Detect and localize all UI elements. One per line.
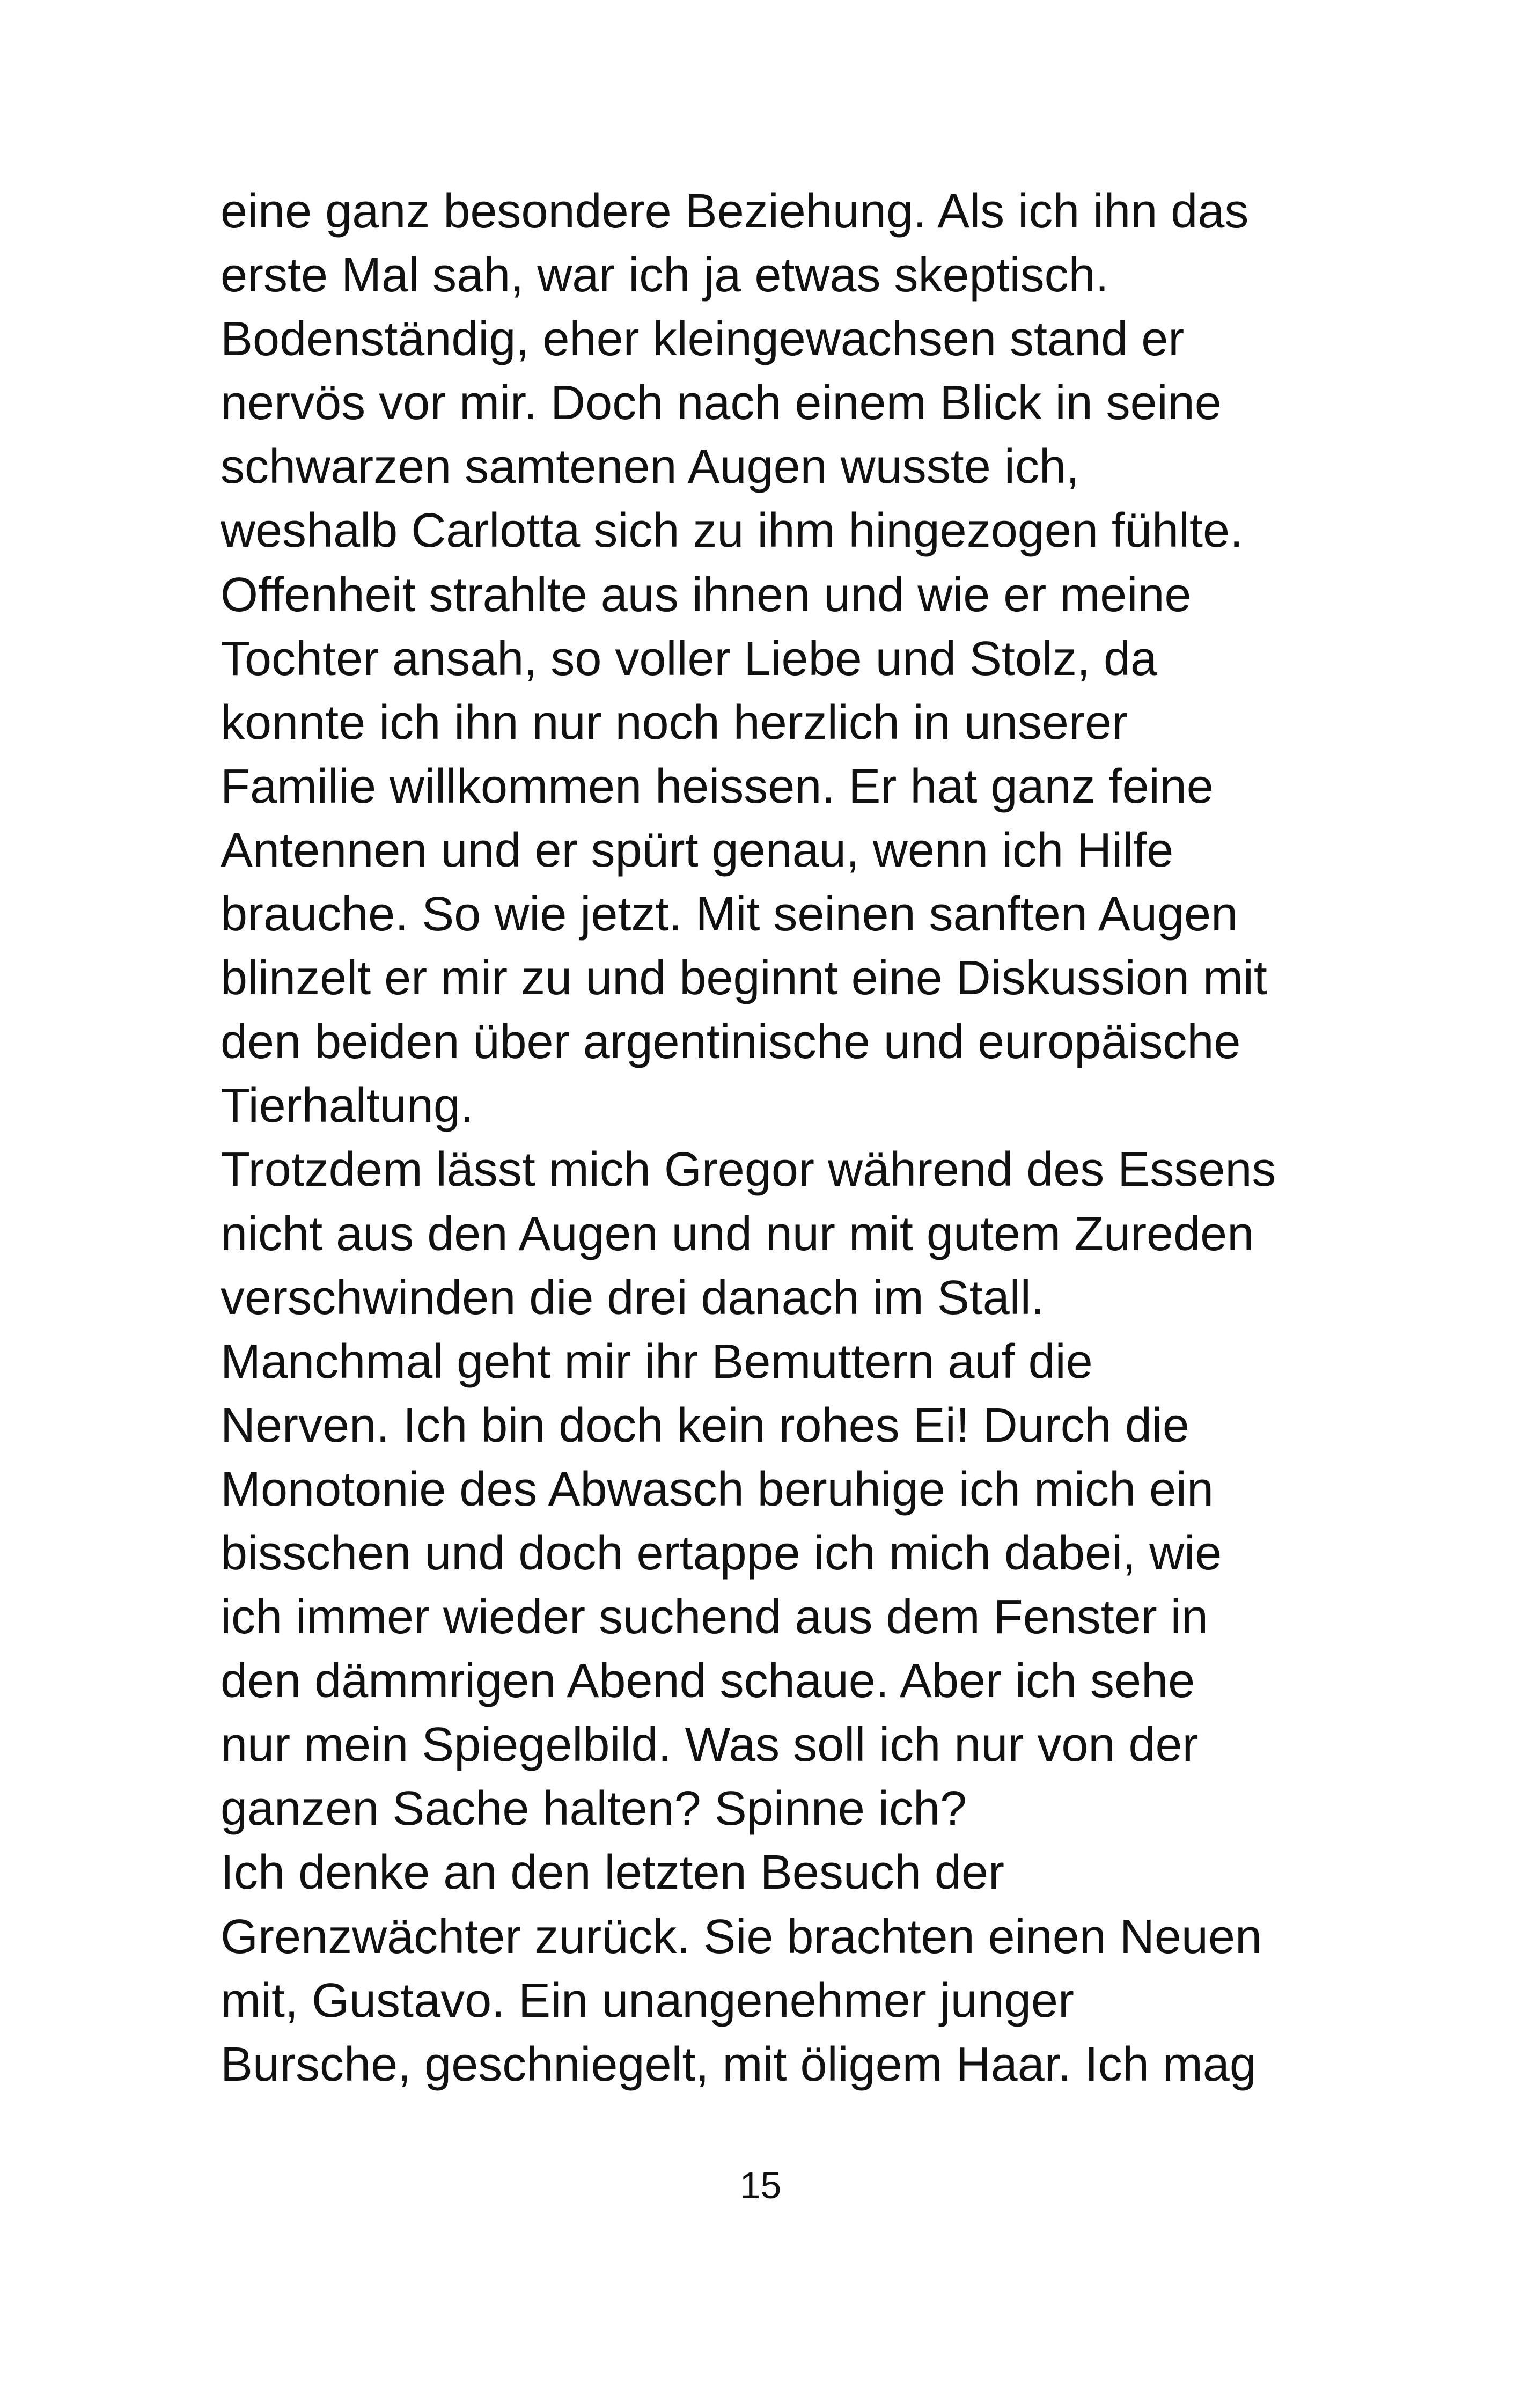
text-line: Tochter ansah, so voller Liebe und Stolz, da — [221, 632, 1158, 686]
text-line: Manchmal geht mir ihr Bemuttern auf die — [221, 1334, 1093, 1389]
text-line: eine ganz besondere Beziehung. Als ich ihn das — [221, 185, 1249, 238]
text-line: Antennen und er spürt genau, wenn ich Hilfe — [221, 823, 1174, 877]
text-line: den beiden über argentinische und europäische — [221, 1015, 1241, 1069]
text-line: Bodenständig, eher kleingewachsen stand er — [221, 312, 1185, 366]
text-line: verschwinden die drei danach im Stall. — [221, 1271, 1045, 1325]
text-line: brauche. So wie jetzt. Mit seinen sanften Augen — [221, 887, 1238, 942]
text-line: konnte ich ihn nur noch herzlich in unserer — [221, 695, 1128, 750]
text-line: ich immer wieder suchend aus dem Fenster in — [221, 1590, 1208, 1645]
text-line: nicht aus den Augen und nur mit gutem Zureden — [221, 1207, 1254, 1261]
text-line: Trotzdem lässt mich Gregor während des Essens — [221, 1143, 1276, 1197]
page-number: 15 — [739, 2164, 782, 2206]
text-line: Ich denke an den letzten Besuch der — [221, 1846, 1005, 1900]
text-line: Bursche, geschniegelt, mit öligem Haar. Ich mag — [221, 2037, 1257, 2091]
text-line: mit, Gustavo. Ein unangenehmer junger — [221, 1973, 1074, 2028]
text-line: Grenzwächter zurück. Sie brachten einen Neuen — [221, 1910, 1262, 1964]
text-line: Familie willkommen heissen. Er hat ganz feine — [221, 759, 1214, 813]
text-line: bisschen und doch ertappe ich mich dabei, wie — [221, 1526, 1222, 1580]
text-line: Nerven. Ich bin doch kein rohes Ei! Durch die — [221, 1398, 1189, 1452]
text-line: Monotonie des Abwasch beruhige ich mich ein — [221, 1462, 1214, 1516]
text-line: blinzelt er mir zu und beginnt eine Diskussion mit — [221, 951, 1267, 1005]
text-line: Offenheit strahlte aus ihnen und wie er meine — [221, 568, 1192, 622]
text-line: schwarzen samtenen Augen wusste ich, — [221, 440, 1079, 494]
text-line: erste Mal sah, war ich ja etwas skeptisch. — [221, 248, 1109, 303]
text-line: nervös vor mir. Doch nach einem Blick in seine — [221, 376, 1222, 430]
text-line: ganzen Sache halten? Spinne ich? — [221, 1782, 967, 1836]
body-text — [221, 180, 1347, 2097]
text-line: Tierhaltung. — [221, 1079, 474, 1133]
text-line: nur mein Spiegelbild. Was soll ich nur von der — [221, 1718, 1199, 1772]
text-line: weshalb Carlotta sich zu ihm hingezogen fühlte. — [221, 504, 1244, 558]
text-line: den dämmrigen Abend schaue. Aber ich sehe — [221, 1654, 1195, 1708]
